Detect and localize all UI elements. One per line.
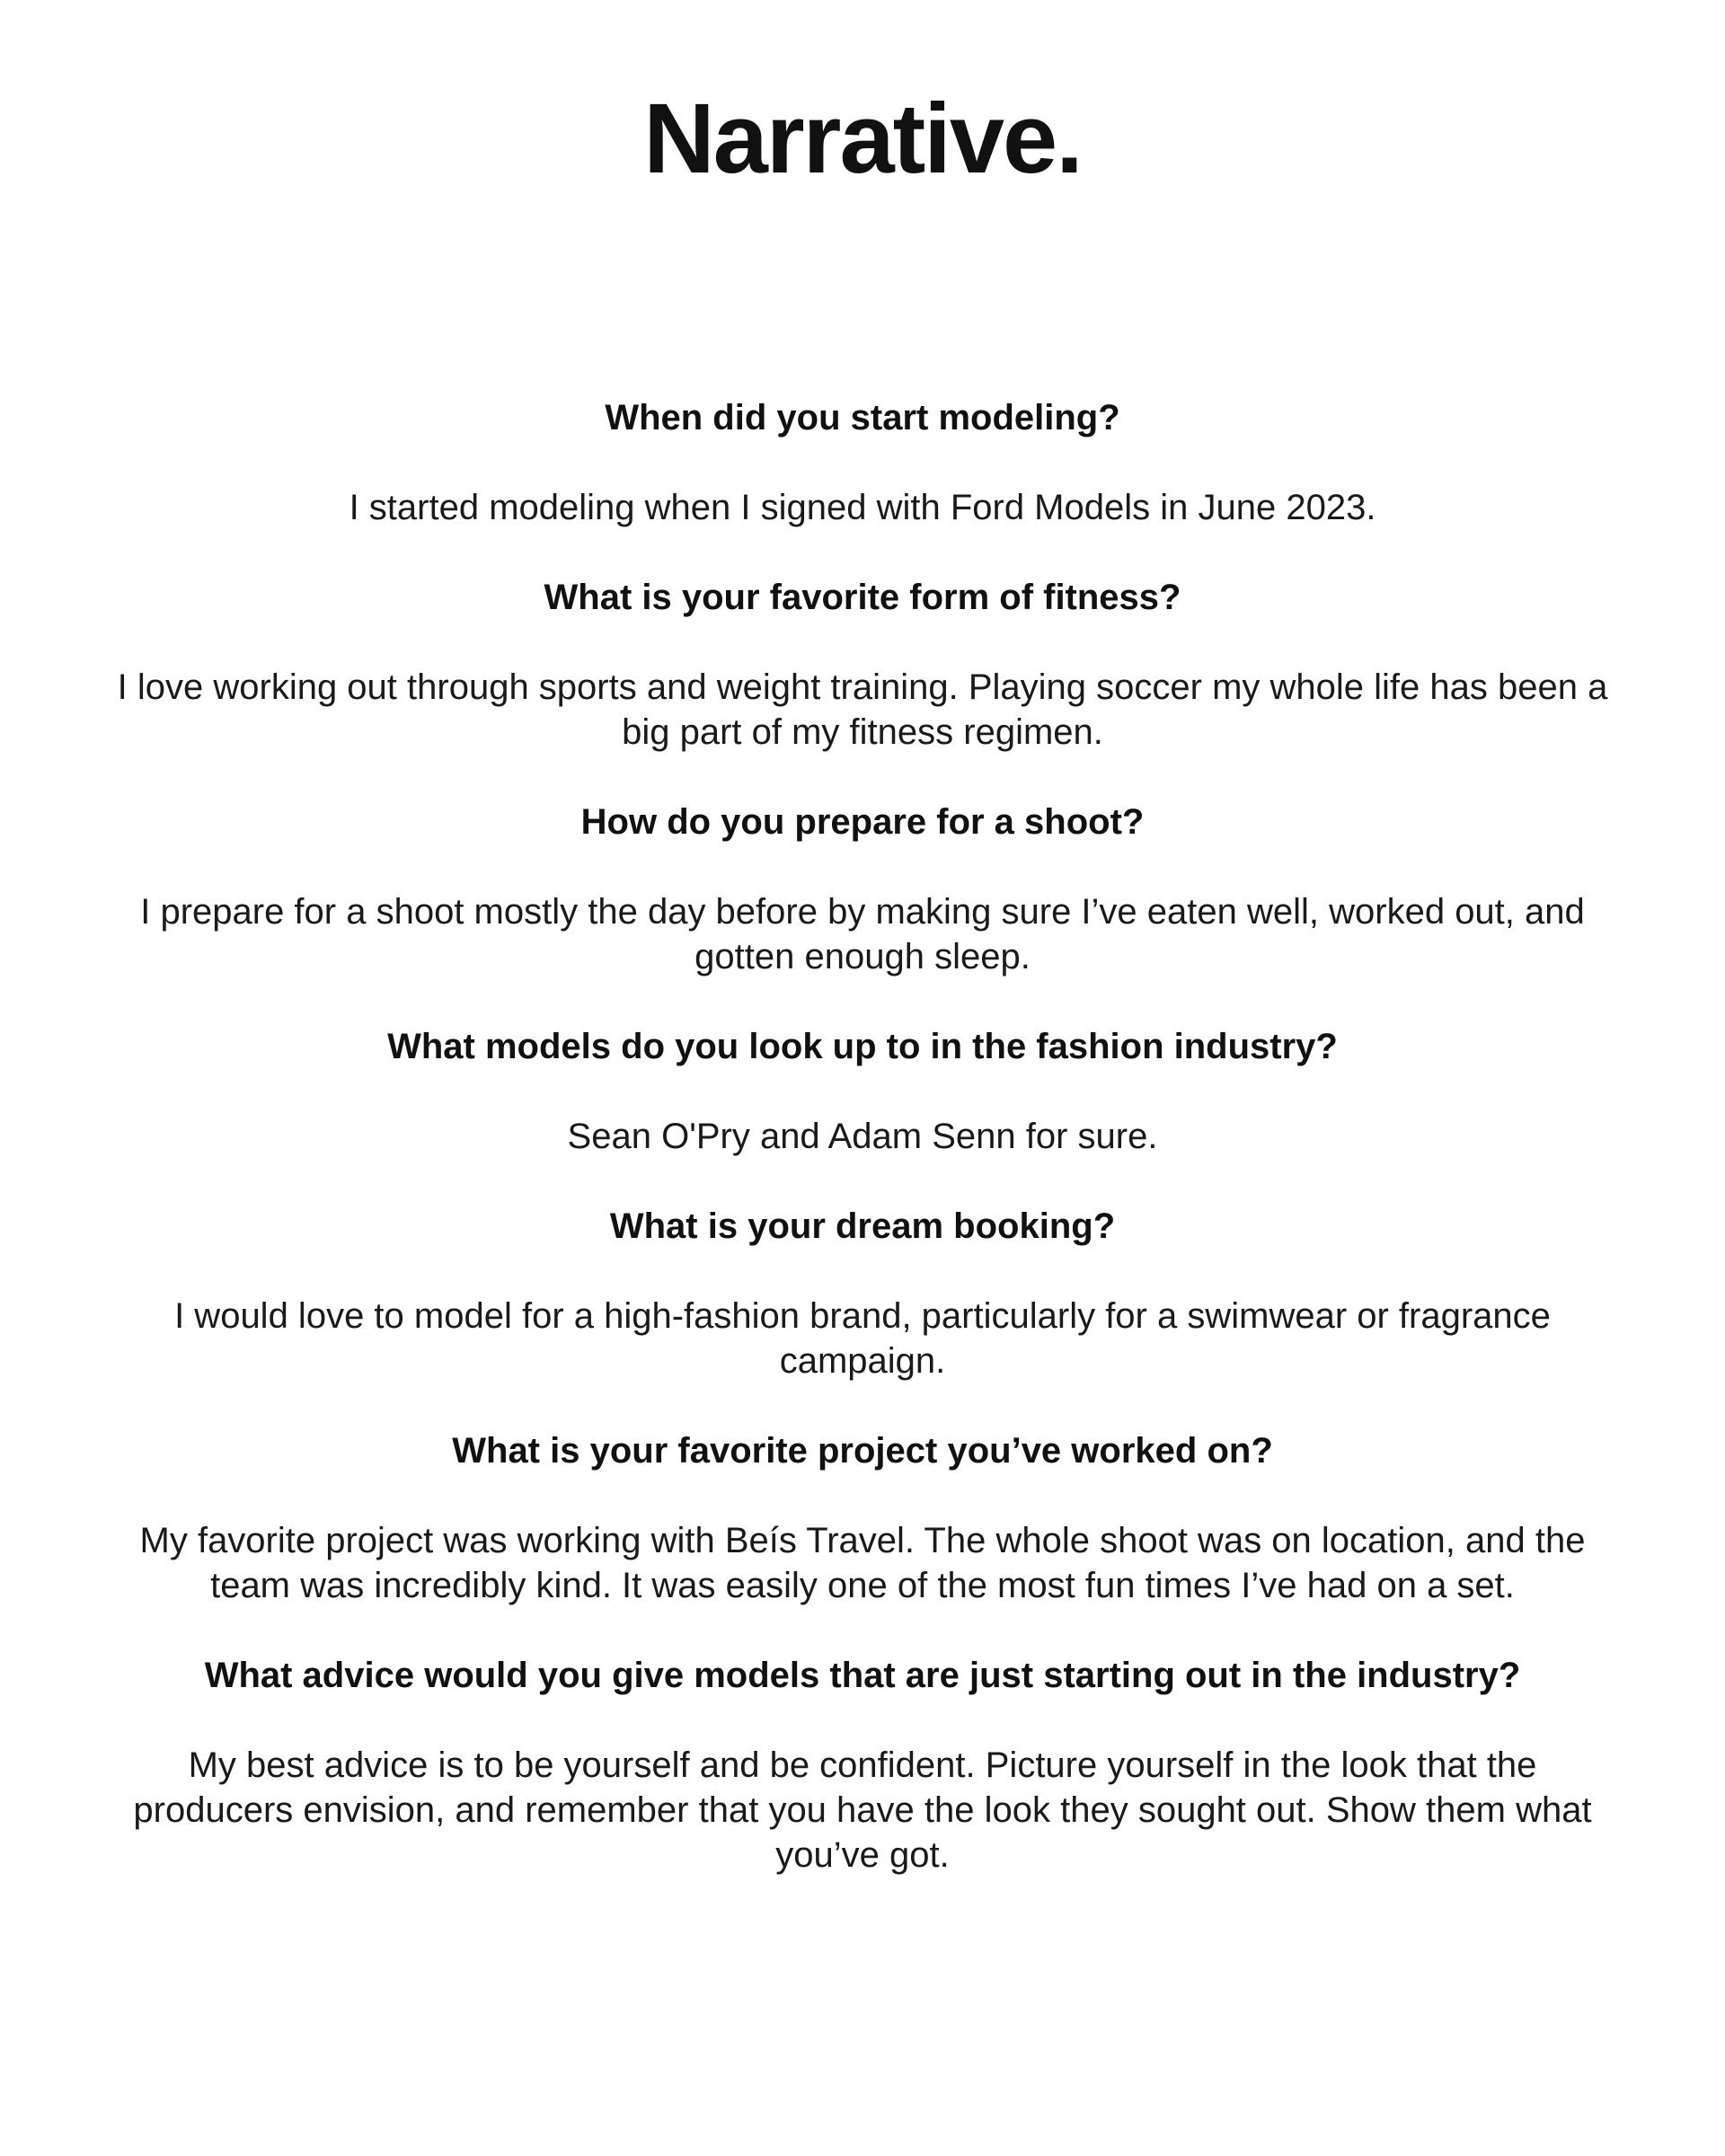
answer-text: I would love to model for a high-fashion brand, particularly for a swimwear or fragrance campaign. — [174, 1296, 1551, 1381]
qa-item — [108, 1024, 1617, 1159]
question-heading: When did you start modeling? — [605, 398, 1120, 437]
answer-text: I prepare for a shoot mostly the day before by making sure I’ve eaten well, worked out, and gotten enough sleep. — [140, 892, 1585, 976]
question-heading: What is your favorite project you’ve worked on? — [452, 1431, 1273, 1471]
qa-item — [108, 800, 1617, 979]
answer-text: I started modeling when I signed with Ford Models in June 2023. — [349, 488, 1376, 527]
page-title: Narrative. — [643, 84, 1082, 194]
qa-list — [108, 395, 1617, 1922]
question-heading: What advice would you give models that are just starting out in the industry? — [204, 1656, 1521, 1695]
answer-text: I love working out through sports and weight training. Playing soccer my whole life has been a big part of my fitness regimen. — [117, 667, 1608, 752]
qa-item — [108, 1653, 1617, 1878]
qa-item — [108, 1428, 1617, 1608]
answer-text: My best advice is to be yourself and be confident. Picture yourself in the look that the producers envision, and remember that you have the look they sought out. Show them what you’ve got. — [133, 1745, 1592, 1875]
answer-text: Sean O'Pry and Adam Senn for sure. — [567, 1117, 1158, 1156]
answer-text: My favorite project was working with Beís Travel. The whole shoot was on location, and the team was incredibly kind. It was easily one of the most fun times I’ve had on a set. — [139, 1521, 1586, 1605]
question-heading: How do you prepare for a shoot? — [580, 802, 1145, 842]
qa-item — [108, 1204, 1617, 1383]
question-heading: What is your favorite form of fitness? — [544, 578, 1181, 617]
question-heading: What models do you look up to in the fashion industry? — [387, 1027, 1338, 1066]
qa-item — [108, 575, 1617, 755]
qa-item — [108, 395, 1617, 530]
question-heading: What is your dream booking? — [609, 1206, 1116, 1246]
